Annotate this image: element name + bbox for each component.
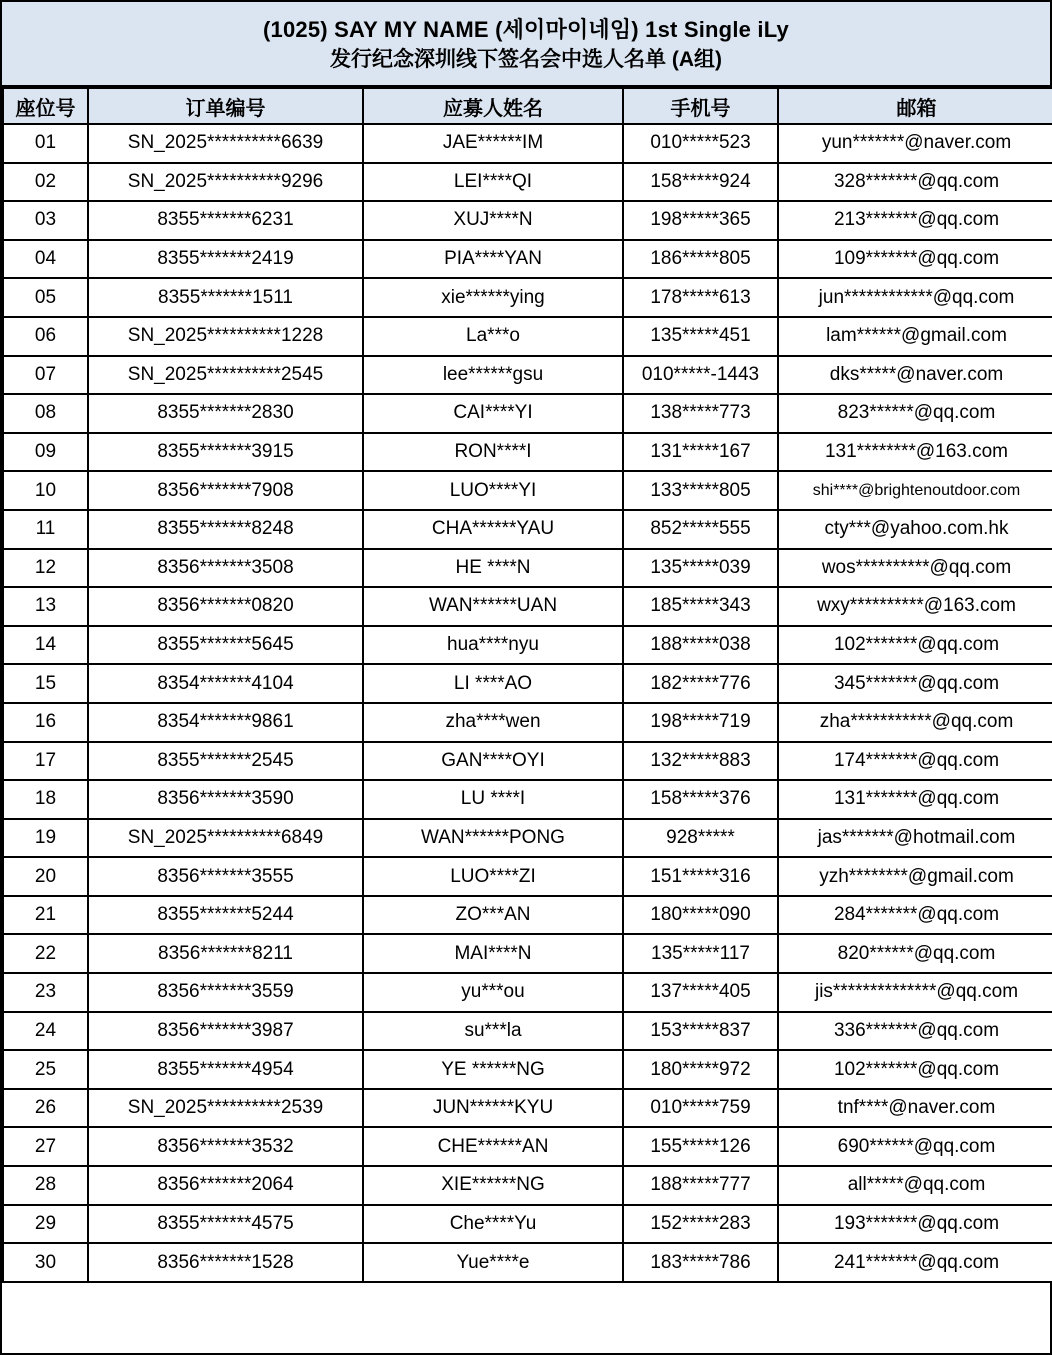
phone-number-cell: 180*****090 [623,896,778,935]
seat-number-cell: 09 [3,433,88,472]
order-number-cell: SN_2025**********1228 [88,317,363,356]
order-number-cell: 8354*******9861 [88,703,363,742]
order-number-cell: 8356*******3987 [88,1012,363,1051]
table-row [3,896,1052,935]
title-block [2,2,1050,87]
phone-number-cell: 131*****167 [623,433,778,472]
email-cell: 131*******@qq.com [778,780,1052,819]
email-cell: dks*****@naver.com [778,356,1052,395]
email-cell: 102*******@qq.com [778,1050,1052,1089]
phone-number-cell: 137*****405 [623,973,778,1012]
seat-number-cell: 03 [3,201,88,240]
email-cell: 336*******@qq.com [778,1012,1052,1051]
phone-number-cell: 135*****451 [623,317,778,356]
table-row [3,1127,1052,1166]
seat-number-cell: 30 [3,1243,88,1282]
table-row [3,356,1052,395]
seat-number-cell: 18 [3,780,88,819]
order-number-cell: SN_2025**********6849 [88,819,363,858]
phone-number-cell: 198*****365 [623,201,778,240]
phone-number-cell: 010*****759 [623,1089,778,1128]
applicant-name-cell: zha****wen [363,703,623,742]
table-row [3,278,1052,317]
seat-number-cell: 23 [3,973,88,1012]
table-row [3,1012,1052,1051]
email-cell: yun*******@naver.com [778,124,1052,163]
table-row [3,934,1052,973]
table-row [3,433,1052,472]
order-number-cell: 8356*******3508 [88,549,363,588]
email-cell: 193*******@qq.com [778,1205,1052,1244]
table-row [3,201,1052,240]
email-cell: 131********@163.com [778,433,1052,472]
applicant-name-cell: XUJ****N [363,201,623,240]
applicant-name-cell: Che****Yu [363,1205,623,1244]
table-row [3,317,1052,356]
order-number-cell: 8355*******4954 [88,1050,363,1089]
email-cell: tnf****@naver.com [778,1089,1052,1128]
column-header-order-number: 订单编号 [88,88,363,124]
order-number-cell: 8356*******3559 [88,973,363,1012]
applicant-name-cell: lee******gsu [363,356,623,395]
order-number-cell: 8355*******8248 [88,510,363,549]
email-cell: cty***@yahoo.com.hk [778,510,1052,549]
seat-number-cell: 19 [3,819,88,858]
order-number-cell: SN_2025**********9296 [88,163,363,202]
email-cell: 690******@qq.com [778,1127,1052,1166]
applicant-name-cell: RON****I [363,433,623,472]
order-number-cell: 8355*******2545 [88,742,363,781]
phone-number-cell: 158*****924 [623,163,778,202]
order-number-cell: 8355*******4575 [88,1205,363,1244]
table-row [3,973,1052,1012]
applicant-name-cell: WAN******UAN [363,587,623,626]
applicant-name-cell: CHA******YAU [363,510,623,549]
order-number-cell: 8355*******3915 [88,433,363,472]
seat-number-cell: 28 [3,1166,88,1205]
email-cell: yzh********@gmail.com [778,857,1052,896]
table-row [3,819,1052,858]
order-number-cell: SN_2025**********2545 [88,356,363,395]
email-cell: jun************@qq.com [778,278,1052,317]
order-number-cell: 8355*******1511 [88,278,363,317]
seat-number-cell: 02 [3,163,88,202]
order-number-cell: 8356*******8211 [88,934,363,973]
phone-number-cell: 010*****523 [623,124,778,163]
phone-number-cell: 158*****376 [623,780,778,819]
applicant-name-cell: LI ****AO [363,664,623,703]
order-number-cell: 8355*******5645 [88,626,363,665]
applicant-name-cell: yu***ou [363,973,623,1012]
phone-number-cell: 133*****805 [623,471,778,510]
phone-number-cell: 188*****777 [623,1166,778,1205]
email-cell: zha***********@qq.com [778,703,1052,742]
applicant-name-cell: PIA****YAN [363,240,623,279]
table-row [3,703,1052,742]
email-cell: 284*******@qq.com [778,896,1052,935]
email-cell: 820******@qq.com [778,934,1052,973]
table-row [3,1243,1052,1282]
order-number-cell: 8354*******4104 [88,664,363,703]
applicant-name-cell: CHE******AN [363,1127,623,1166]
email-cell: jis**************@qq.com [778,973,1052,1012]
phone-number-cell: 152*****283 [623,1205,778,1244]
table-row [3,394,1052,433]
applicant-name-cell: ZO***AN [363,896,623,935]
phone-number-cell: 151*****316 [623,857,778,896]
seat-number-cell: 13 [3,587,88,626]
seat-number-cell: 20 [3,857,88,896]
table-row [3,587,1052,626]
phone-number-cell: 178*****613 [623,278,778,317]
seat-number-cell: 27 [3,1127,88,1166]
table-row [3,124,1052,163]
page-title-line1: (1025) SAY MY NAME (세이마이네임) 1st Single iLy [263,17,789,42]
phone-number-cell: 852*****555 [623,510,778,549]
applicant-name-cell: GAN****OYI [363,742,623,781]
table-row [3,626,1052,665]
column-header-email: 邮箱 [778,88,1052,124]
seat-number-cell: 21 [3,896,88,935]
phone-number-cell: 153*****837 [623,1012,778,1051]
email-cell: 823******@qq.com [778,394,1052,433]
phone-number-cell: 155*****126 [623,1127,778,1166]
table-row [3,163,1052,202]
email-cell: shi****@brightenoutdoor.com [778,471,1052,510]
seat-number-cell: 22 [3,934,88,973]
table-row [3,240,1052,279]
applicant-name-cell: hua****nyu [363,626,623,665]
phone-number-cell: 186*****805 [623,240,778,279]
phone-number-cell: 132*****883 [623,742,778,781]
seat-number-cell: 11 [3,510,88,549]
table-row [3,510,1052,549]
seat-number-cell: 01 [3,124,88,163]
phone-number-cell: 198*****719 [623,703,778,742]
seat-number-cell: 05 [3,278,88,317]
column-header-seat-number: 座位号 [3,88,88,124]
order-number-cell: 8355*******5244 [88,896,363,935]
seat-number-cell: 04 [3,240,88,279]
order-number-cell: 8356*******3590 [88,780,363,819]
table-row [3,1089,1052,1128]
seat-number-cell: 12 [3,549,88,588]
table-row [3,1205,1052,1244]
order-number-cell: 8356*******3555 [88,857,363,896]
seat-number-cell: 15 [3,664,88,703]
email-cell: 102*******@qq.com [778,626,1052,665]
applicant-name-cell: xie******ying [363,278,623,317]
order-number-cell: 8356*******0820 [88,587,363,626]
applicant-name-cell: XIE******NG [363,1166,623,1205]
order-number-cell: 8356*******7908 [88,471,363,510]
applicant-name-cell: Yue****e [363,1243,623,1282]
table-row [3,664,1052,703]
seat-number-cell: 25 [3,1050,88,1089]
applicant-name-cell: LUO****ZI [363,857,623,896]
email-cell: 174*******@qq.com [778,742,1052,781]
phone-number-cell: 928***** [623,819,778,858]
applicant-name-cell: CAI****YI [363,394,623,433]
email-cell: jas*******@hotmail.com [778,819,1052,858]
applicant-name-cell: LEI****QI [363,163,623,202]
order-number-cell: 8355*******6231 [88,201,363,240]
column-header-phone-number: 手机号 [623,88,778,124]
table-header-row [3,88,1052,124]
seat-number-cell: 17 [3,742,88,781]
applicant-name-cell: La***o [363,317,623,356]
seat-number-cell: 06 [3,317,88,356]
seat-number-cell: 14 [3,626,88,665]
table-row [3,742,1052,781]
email-cell: 213*******@qq.com [778,201,1052,240]
order-number-cell: 8355*******2419 [88,240,363,279]
phone-number-cell: 180*****972 [623,1050,778,1089]
applicant-name-cell: YE ******NG [363,1050,623,1089]
email-cell: 328*******@qq.com [778,163,1052,202]
order-number-cell: 8356*******2064 [88,1166,363,1205]
table-row [3,1050,1052,1089]
table-row [3,780,1052,819]
email-cell: 345*******@qq.com [778,664,1052,703]
order-number-cell: 8356*******3532 [88,1127,363,1166]
phone-number-cell: 135*****117 [623,934,778,973]
applicant-name-cell: HE ****N [363,549,623,588]
table-row [3,471,1052,510]
order-number-cell: 8356*******1528 [88,1243,363,1282]
order-number-cell: 8355*******2830 [88,394,363,433]
order-number-cell: SN_2025**********6639 [88,124,363,163]
seat-number-cell: 29 [3,1205,88,1244]
applicant-name-cell: MAI****N [363,934,623,973]
seat-number-cell: 08 [3,394,88,433]
applicant-name-cell: LUO****YI [363,471,623,510]
phone-number-cell: 138*****773 [623,394,778,433]
email-cell: 109*******@qq.com [778,240,1052,279]
phone-number-cell: 188*****038 [623,626,778,665]
seat-number-cell: 07 [3,356,88,395]
email-cell: wos**********@qq.com [778,549,1052,588]
email-cell: 241*******@qq.com [778,1243,1052,1282]
email-cell: all*****@qq.com [778,1166,1052,1205]
phone-number-cell: 182*****776 [623,664,778,703]
order-number-cell: SN_2025**********2539 [88,1089,363,1128]
seat-number-cell: 24 [3,1012,88,1051]
applicant-name-cell: su***la [363,1012,623,1051]
seat-number-cell: 16 [3,703,88,742]
table-row [3,549,1052,588]
winners-table [2,87,1052,1283]
applicant-name-cell: LU ****I [363,780,623,819]
seat-number-cell: 10 [3,471,88,510]
applicant-name-cell: WAN******PONG [363,819,623,858]
phone-number-cell: 010*****-1443 [623,356,778,395]
phone-number-cell: 135*****039 [623,549,778,588]
phone-number-cell: 183*****786 [623,1243,778,1282]
applicant-name-cell: JAE******IM [363,124,623,163]
seat-number-cell: 26 [3,1089,88,1128]
email-cell: lam******@gmail.com [778,317,1052,356]
applicant-name-cell: JUN******KYU [363,1089,623,1128]
column-header-applicant-name: 应募人姓名 [363,88,623,124]
page-title-line2: 发行纪念深圳线下签名会中选人名单 (A组) [330,48,722,71]
table-row [3,857,1052,896]
table-row [3,1166,1052,1205]
email-cell: wxy**********@163.com [778,587,1052,626]
phone-number-cell: 185*****343 [623,587,778,626]
